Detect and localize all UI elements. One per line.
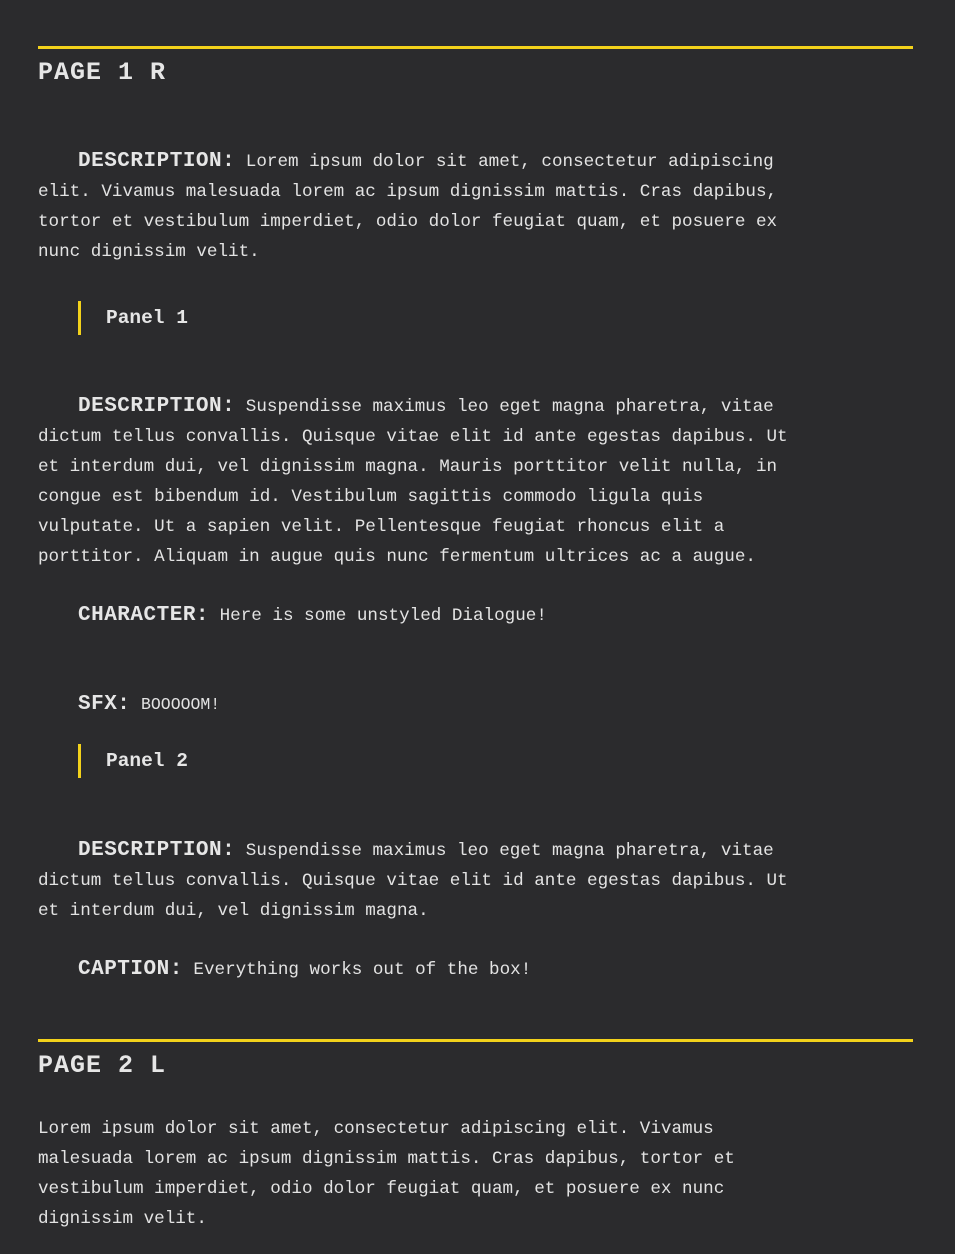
description-text: tortor et vestibulum imperdiet, odio dolor feugiat quam, et posuere ex — [38, 212, 778, 232]
panel-1-heading: Panel 1 — [78, 301, 188, 335]
sfx-label: SFX: — [78, 693, 131, 716]
paragraph-text: malesuada lorem ac ipsum dignissim mattis. Cras dapibus, tortor et — [38, 1149, 735, 1169]
description-text: Lorem ipsum dolor sit amet, consectetur adipiscing — [245, 152, 774, 172]
description-text: Suspendisse maximus leo eget magna pharetra, vitae — [245, 397, 774, 417]
caption-label: CAPTION: — [78, 958, 183, 981]
sfx-text: BOOOOOM! — [140, 695, 221, 714]
description-label: DESCRIPTION: — [78, 150, 236, 173]
description-text: dictum tellus convallis. Quisque vitae elit id ante egestas dapibus. Ut — [38, 427, 788, 447]
panel-2-heading: Panel 2 — [78, 744, 188, 778]
page-2-title: PAGE 2 L — [38, 1051, 167, 1080]
caption-text: Everything works out of the box! — [193, 960, 532, 980]
page-1-title: PAGE 1 R — [38, 58, 167, 87]
description-text: vulputate. Ut a sapien velit. Pellentesque feugiat rhoncus elit a — [38, 517, 725, 537]
paragraph-text: Lorem ipsum dolor sit amet, consectetur adipiscing elit. Vivamus — [38, 1119, 714, 1139]
character-label: CHARACTER: — [78, 604, 210, 627]
caption-line — [38, 955, 898, 985]
page-2-divider — [38, 1039, 913, 1042]
description-text: et interdum dui, vel dignissim magna. Mauris porttitor velit nulla, in — [38, 457, 778, 477]
description-text: et interdum dui, vel dignissim magna. — [38, 901, 429, 921]
description-block-1 — [38, 147, 898, 267]
description-text: Suspendisse maximus leo eget magna pharetra, vitae — [245, 841, 774, 861]
description-text: congue est bibendum id. Vestibulum sagittis commodo ligula quis — [38, 487, 704, 507]
description-label: DESCRIPTION: — [78, 839, 236, 862]
sfx-line — [38, 690, 898, 720]
description-text: dictum tellus convallis. Quisque vitae elit id ante egestas dapibus. Ut — [38, 871, 788, 891]
character-dialogue — [38, 601, 898, 631]
description-text: nunc dignissim velit. — [38, 242, 260, 262]
dialogue-text: Here is some unstyled Dialogue! — [219, 606, 547, 626]
page-1-divider — [38, 46, 913, 49]
description-label: DESCRIPTION: — [78, 395, 236, 418]
description-block-2 — [38, 392, 898, 572]
paragraph-text: dignissim velit. — [38, 1209, 207, 1229]
paragraph-text: vestibulum imperdiet, odio dolor feugiat quam, et posuere ex nunc — [38, 1179, 725, 1199]
description-text: porttitor. Aliquam in augue quis nunc fermentum ultrices ac a augue. — [38, 547, 756, 567]
description-text: elit. Vivamus malesuada lorem ac ipsum dignissim mattis. Cras dapibus, — [38, 182, 778, 202]
description-block-3 — [38, 836, 898, 926]
page-2-paragraph — [38, 1114, 898, 1234]
